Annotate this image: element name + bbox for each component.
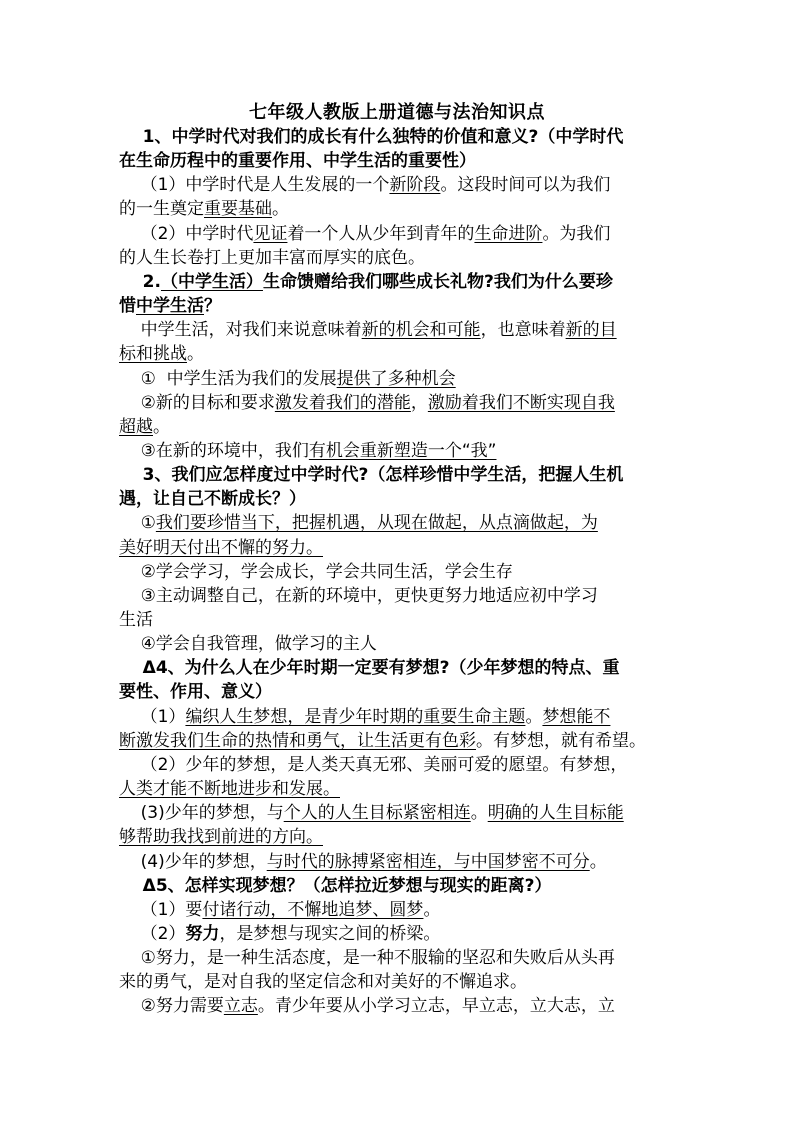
text-segment: 。	[525, 706, 543, 727]
text-line	[119, 510, 679, 536]
text-segment: 遇，让自己不断成长？）	[119, 489, 306, 510]
text-segment: （1）中学时代是人生发展的一个	[119, 175, 390, 196]
text-segment: ① 中学生活为我们的发展	[119, 368, 337, 389]
text-segment: 惜	[119, 296, 136, 317]
text-line	[119, 704, 679, 730]
underlined-key-phrase: 够帮助我找到前进的方向。	[119, 827, 323, 848]
underlined-key-phrase: 新的机会和可能	[361, 320, 481, 341]
text-segment: ③在新的环境中，我们	[119, 440, 309, 461]
text-segment: 。	[589, 851, 607, 872]
text-segment: ，	[410, 392, 428, 413]
question-heading-line	[119, 486, 679, 512]
text-segment: 。	[423, 899, 441, 920]
question-heading-line	[119, 269, 679, 295]
text-line	[119, 583, 679, 609]
text-segment: 努力	[185, 923, 220, 944]
text-segment: 1、中学时代对我们的成长有什么独特的价值和意义?（中学时代	[119, 127, 624, 147]
underlined-key-phrase: （中学生活）	[160, 271, 263, 292]
text-line	[119, 317, 679, 343]
question-heading-line	[119, 873, 679, 899]
text-line	[119, 849, 679, 875]
text-line	[119, 969, 679, 995]
text-line	[119, 776, 679, 802]
text-segment: ，是梦想与现实之间的桥梁。	[219, 923, 441, 944]
text-segment: ②新的目标和要求	[119, 392, 275, 413]
text-segment: ？	[204, 296, 221, 317]
text-segment: ①	[119, 513, 156, 534]
text-segment: （1）要	[119, 899, 203, 920]
text-segment: 中学生活，对我们来说意味着	[119, 320, 362, 341]
question-heading-line	[119, 148, 679, 174]
text-line	[119, 752, 679, 778]
text-segment: 的人生长卷打上更加丰富而厚实的底色。	[119, 247, 425, 268]
text-line	[119, 631, 679, 657]
text-line	[119, 221, 679, 247]
text-line	[119, 897, 679, 923]
text-segment: （2）中学时代	[119, 223, 254, 244]
text-line	[119, 438, 679, 464]
text-line	[119, 800, 679, 826]
text-segment: 2.	[119, 271, 161, 292]
text-line	[119, 172, 679, 198]
text-segment: ①努力，是一种生活态度，是一种不服输的坚忍和失败后从头再	[119, 948, 615, 969]
text-segment: 。	[470, 803, 488, 824]
text-segment: （2）少年的梦想，是人类天真无邪、美丽可爱的愿望。有梦想，	[119, 754, 628, 775]
text-segment: （1）	[119, 706, 186, 727]
question-heading-line	[119, 462, 679, 488]
underlined-key-phrase: 新的目	[565, 320, 617, 341]
underlined-key-phrase: 激发着我们的潜能	[274, 392, 411, 413]
question-heading-line	[119, 655, 679, 681]
underlined-key-phrase: 生命进阶	[474, 223, 543, 244]
text-segment: 。青少年要从小学习立志，早立志，立大志，立	[257, 996, 615, 1017]
text-line	[119, 535, 679, 561]
text-segment: (4)少年的梦想，	[119, 851, 267, 872]
underlined-key-phrase: 个人的人生目标紧密相连	[283, 803, 471, 824]
underlined-key-phrase: 见证	[253, 223, 288, 244]
text-line	[119, 824, 679, 850]
text-segment: 要性、作用、意义）	[119, 682, 272, 703]
underlined-key-phrase: 美好明天付出不懈的努力。	[119, 537, 323, 558]
text-segment: ④学会自我管理，做学习的主人	[119, 634, 377, 655]
text-segment: 3、我们应怎样度过中学时代?（怎样珍惜中学生活，把握人生机	[119, 465, 624, 486]
underlined-key-phrase: 人类才能不断地进步和发展。	[119, 779, 340, 800]
text-segment: Δ4、为什么人在少年时期一定要有梦想?（少年梦想的特点、重	[119, 658, 620, 679]
text-segment: 。有梦想，就有希望。	[476, 730, 646, 751]
text-segment: ③主动调整自己，在新的环境中，更快更努力地适应初中学习	[119, 585, 598, 606]
text-segment: 生命馈赠给我们哪些成长礼物?我们为什么要珍	[262, 271, 613, 292]
underlined-key-phrase: 有机会重新塑造一个“我”	[308, 440, 497, 461]
text-line	[119, 559, 679, 585]
underlined-key-phrase: 编织人生梦想，是青少年时期的重要生命主题	[185, 706, 526, 727]
text-segment: (3)少年的梦想，与	[119, 803, 284, 824]
underlined-key-phrase: 新阶段	[389, 175, 441, 196]
underlined-key-phrase: 超越	[119, 416, 153, 437]
text-line	[119, 390, 679, 416]
text-line	[119, 414, 679, 440]
underlined-key-phrase: 重要基础	[204, 199, 272, 220]
underlined-key-phrase: 明确的人生目标能	[487, 803, 624, 824]
text-segment: 。这段时间可以为我们	[440, 175, 611, 196]
text-segment: 生活	[119, 610, 153, 630]
text-line	[119, 341, 679, 367]
text-line	[119, 245, 679, 271]
text-line	[119, 607, 679, 633]
underlined-key-phrase: 断激发我们生命的热情和勇气，让生活更有色彩	[119, 730, 476, 751]
text-segment: （2）	[119, 923, 186, 944]
text-segment: ，也意味着	[480, 320, 566, 341]
question-heading-line	[119, 679, 679, 705]
text-segment: ②努力需要	[119, 996, 224, 1017]
underlined-key-phrase: 提供了多种机会	[336, 368, 456, 389]
text-segment: 。为我们	[542, 223, 611, 244]
text-line	[119, 921, 679, 947]
text-segment: 来的勇气，是对自我的坚定信念和对美好的不懈追求。	[119, 972, 527, 993]
underlined-key-phrase: 立志	[223, 996, 258, 1017]
text-segment: 。	[187, 344, 204, 365]
underlined-key-phrase: 激励着我们不断实现自我	[427, 392, 615, 413]
underlined-key-phrase: 梦想能不	[542, 706, 611, 727]
text-line	[119, 196, 679, 222]
text-segment: 在生命历程中的重要作用、中学生活的重要性）	[119, 151, 476, 172]
text-segment: 。	[272, 199, 289, 220]
underlined-key-phrase: 与时代的脉搏紧密相连，与中国梦密不可分	[266, 851, 590, 872]
text-segment: 。	[153, 416, 170, 437]
underlined-key-phrase: 标和挑战	[119, 344, 187, 365]
text-segment: 着一个人从少年到青年的	[287, 223, 475, 244]
text-segment: 的一生奠定	[119, 199, 204, 220]
text-segment: ②学会学习，学会成长，学会共同生活，学会生存	[119, 561, 513, 582]
underlined-key-phrase: 中学生活	[136, 296, 204, 317]
page-title: 七年级人教版上册道德与法治知识点	[249, 102, 545, 123]
text-line	[119, 945, 679, 971]
text-line	[119, 366, 679, 392]
question-heading-line	[119, 293, 679, 319]
text-line	[119, 728, 679, 754]
text-line	[119, 993, 679, 1019]
underlined-key-phrase: 付诸行动，不懈地追梦、圆梦	[202, 899, 424, 920]
underlined-key-phrase: 我们要珍惜当下，把握机遇，从现在做起，从点滴做起，为	[155, 513, 598, 534]
text-segment: Δ5、怎样实现梦想？（怎样拉近梦想与现实的距离?）	[119, 875, 552, 896]
question-heading-line	[119, 124, 679, 150]
